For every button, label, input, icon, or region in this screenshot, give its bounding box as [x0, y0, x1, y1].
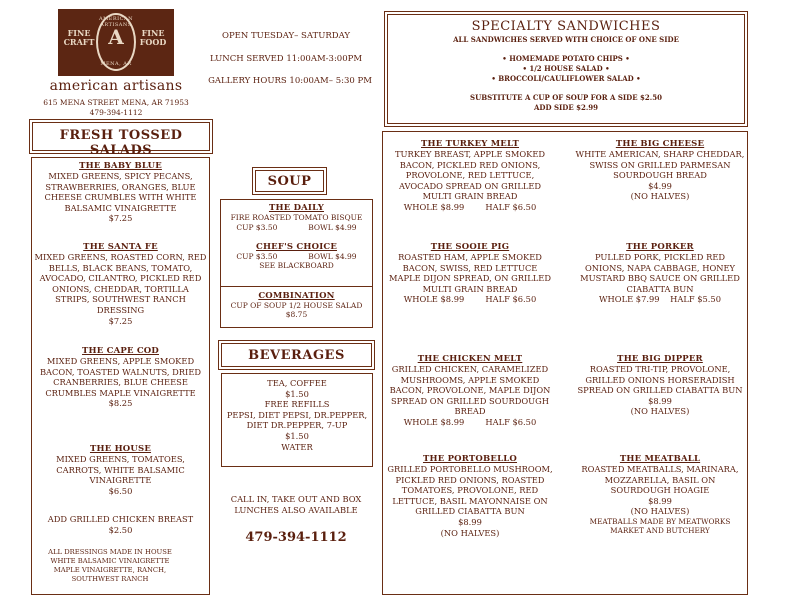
soup-daily-bowl: BOWL $4.99: [308, 222, 357, 232]
salad-price: $6.50: [108, 485, 133, 496]
sandwich-note: (NO HALVES): [630, 191, 690, 202]
sandwich-desc: GRILLED PORTOBELLO MUSHROOM, PICKLED RED ONIONS, ROASTED TOMATOES, PROVOLONE, RED LETTUCE, BASIL MAYONNAISE ON GRILLED CIABATTA BUN: [387, 464, 553, 517]
salad-desc: MIXED GREENS, ROASTED CORN, RED BELLS, BLACK BEANS, TOMATO, AVOCADO, CILANTRO, PICKLED RED ONIONS, CHEDDAR, TORTILLA STRIPS, SOUTHWEST RANCH DRESSING: [34, 252, 207, 315]
sandwich-side: • 1/2 HOUSE SALAD •: [522, 64, 610, 73]
sandwich-big-dipper: [575, 354, 745, 417]
soup-daily: [221, 203, 372, 232]
sandwich-title: THE SOOIE PIG: [430, 242, 510, 252]
beverage-line: PEPSI, DIET PEPSI, DR.PEPPER, DIET DR.PEPPER, 7-UP: [226, 409, 368, 431]
sandwich-desc: ROASTED HAM, APPLE SMOKED BACON, SWISS, RED LETTUCE MAPLE DIJON SPREAD, ON GRILLED MULTI GRAIN BREAD: [389, 252, 551, 294]
soup-combo-title: COMBINATION: [258, 291, 335, 301]
soup-daily-cup: CUP $3.50: [236, 222, 278, 232]
soup-chef-cup: CUP $3.50: [236, 252, 278, 261]
soup-box: [220, 199, 373, 328]
sandwich-side: • HOMEMADE POTATO CHIPS •: [502, 54, 630, 63]
address: 615 MENA STREET MENA, AR 71953: [43, 98, 189, 107]
sandwich-chicken-melt: [386, 354, 554, 428]
beverage-line: TEA, COFFEE: [267, 378, 327, 388]
sandwich-title: THE MEATBALL: [619, 454, 701, 464]
logo: [58, 9, 174, 76]
sandwich-desc: ROASTED TRI-TIP, PROVOLONE, GRILLED ONIONS HORSERADISH SPREAD ON GRILLED CIABATTA BUN: [577, 364, 743, 396]
sandwich-title: THE TURKEY MELT: [421, 139, 519, 149]
sandwich-note: (NO HALVES): [630, 406, 690, 417]
salad-price: $7.25: [108, 213, 133, 224]
salad-addon: [36, 514, 205, 535]
soup-daily-desc: FIRE ROASTED TOMATO BISQUE: [230, 213, 363, 222]
callin-text: CALL IN, TAKE OUT AND BOX LUNCHES ALSO AVAILABLE: [230, 494, 362, 515]
hours-gallery: GALLERY HOURS 10:00AM– 5:30 PM: [208, 76, 372, 86]
addon-price: $2.50: [108, 524, 133, 535]
sandwiches-heading: SPECIALTY SANDWICHES: [471, 19, 661, 34]
sandwich-price: WHOLE $8.99 HALF $6.50: [403, 294, 537, 305]
callin-phone: 479-394-1112: [245, 530, 347, 545]
add-side: ADD SIDE $2.99: [533, 103, 599, 112]
soup-chef-title: CHEF'S CHOICE: [255, 242, 338, 252]
soup-substitute: SUBSTITUTE A CUP OF SOUP FOR A SIDE $2.50: [470, 93, 662, 102]
salad-desc: MIXED GREENS, SPICY PECANS, STRAWBERRIES, ORANGES, BLUE CHEESE CRUMBLES WITH WHITE BALSAMIC VINAIGRETTE: [44, 171, 197, 213]
sandwich-meatball: [575, 454, 745, 536]
salads-heading: FRESH TOSSED SALADS: [59, 128, 183, 158]
sandwich-title: THE PORKER: [626, 242, 694, 252]
hours-lunch: LUNCH SERVED 11:00AM-3:00PM: [209, 54, 363, 64]
sandwich-desc: TURKEY BREAST, APPLE SMOKED BACON, PICKLED RED ONIONS, PROVOLONE, RED LETTUCE, AVOCADO SPREAD ON GRILLED MULTI GRAIN BREAD: [394, 149, 546, 202]
soup-daily-title: THE DAILY: [268, 203, 325, 213]
dressings-note: ALL DRESSINGS MADE IN HOUSE WHITE BALSAMIC VINAIGRETTE MAPLE VINAIGRETTE, RANCH, SOUTHWEST RANCH: [48, 548, 172, 583]
soup-chef-bowl: BOWL $4.99: [308, 252, 357, 261]
salad-title: THE HOUSE: [89, 444, 152, 454]
sandwich-title: THE PORTOBELLO: [422, 454, 518, 464]
soup-heading: SOUP: [267, 174, 312, 189]
salads-heading-box: [29, 119, 213, 158]
sandwich-price: WHOLE $8.99 HALF $6.50: [403, 201, 537, 212]
beverages-list: [224, 378, 370, 452]
salad-cape-cod: [36, 346, 205, 409]
sandwiches-subheading: ALL SANDWICHES SERVED WITH CHOICE OF ONE SIDE: [453, 35, 679, 44]
sandwich-portobello: [386, 454, 554, 538]
sandwich-turkey-melt: [386, 139, 554, 213]
sandwich-desc: WHITE AMERICAN, SHARP CHEDDAR, SWISS ON GRILLED PARMESAN SOURDOUGH BREAD: [575, 149, 745, 181]
beverage-price: $1.50: [285, 430, 309, 441]
sandwich-desc: PULLED PORK, PICKLED RED ONIONS, NAPA CABBAGE, HONEY MUSTARD BBQ SAUCE ON GRILLED CIABATTA BUN: [580, 252, 740, 294]
sandwich-title: THE CHICKEN MELT: [417, 354, 523, 364]
sandwich-desc: GRILLED CHICKEN, CARAMELIZED MUSHROOMS, APPLE SMOKED BACON, PROVOLONE, MAPLE DIJON SPREAD ON GRILLED SOURDOUGH BREAD: [389, 364, 551, 417]
sandwich-note: (NO HALVES): [440, 527, 500, 538]
addon-text: ADD GRILLED CHICKEN BREAST: [47, 514, 194, 524]
salads-box: [31, 157, 210, 595]
salad-desc: MIXED GREENS, APPLE SMOKED BACON, TOASTED WALNUTS, DRIED CRANBERRIES, BLUE CHEESE CRUMBLES MAPLE VINAIGRETTE: [39, 356, 202, 398]
salad-price: $8.25: [108, 398, 133, 409]
beverage-refills: FREE REFILLS: [264, 399, 330, 410]
sandwich-title: THE BIG CHEESE: [615, 139, 705, 149]
sandwiches-heading-box: [384, 11, 748, 127]
sandwich-porker: [575, 242, 745, 305]
soup-combo-desc: CUP OF SOUP 1/2 HOUSE SALAD: [230, 301, 363, 310]
salad-title: THE SANTA FE: [83, 242, 158, 252]
logo-top-arc: AMERICAN ARTISANS: [99, 16, 133, 28]
soup-chef-note: SEE BLACKBOARD: [259, 261, 334, 270]
sandwich-price: $8.99: [458, 516, 482, 527]
sandwich-side: • BROCCOLI/CAULIFLOWER SALAD •: [491, 74, 641, 83]
beverages-heading: BEVERAGES: [248, 348, 345, 363]
salad-title: THE BABY BLUE: [79, 161, 162, 171]
soup-combination: [221, 291, 372, 319]
logo-bottom-arc: MENA, AR: [100, 61, 132, 67]
sandwich-note: (NO HALVES): [630, 506, 690, 517]
sandwich-price: WHOLE $8.99 HALF $6.50: [403, 416, 537, 427]
salad-desc: MIXED GREENS, TOMATOES, CARROTS, WHITE BALSAMIC VINAIGRETTE: [56, 454, 185, 486]
soup-chef-choice: [221, 242, 372, 270]
meatball-credit: MEATBALLS MADE BY MEATWORKS MARKET AND BUTCHERY: [589, 516, 731, 536]
sandwich-big-cheese: [575, 139, 745, 202]
logo-right-text: FINE FOOD: [139, 28, 167, 47]
sandwich-price: $8.99: [648, 495, 672, 506]
soup-heading-box: [252, 167, 327, 195]
hours-days: OPEN TUESDAY– SATURDAY: [221, 31, 350, 41]
header-phone: 479-394-1112: [89, 108, 143, 117]
soup-divider: [221, 286, 372, 287]
sandwich-price: $4.99: [648, 180, 672, 191]
sandwich-desc: ROASTED MEATBALLS, MARINARA, MOZZARELLA, BASIL ON SOURDOUGH HOAGIE: [581, 464, 739, 496]
logo-monogram-icon: A: [108, 25, 124, 49]
sandwiches-box: [382, 131, 748, 595]
beverages-box: [221, 373, 373, 467]
beverage-price: $1.50: [285, 388, 309, 399]
beverage-water: WATER: [281, 441, 313, 452]
brand-name: american artisans: [49, 78, 183, 94]
sandwich-price: WHOLE $7.99 HALF $5.50: [599, 294, 721, 305]
salad-baby-blue: [36, 161, 205, 224]
salad-price: $7.25: [108, 315, 133, 326]
soup-combo-price: $8.75: [285, 310, 308, 319]
sandwich-price: $8.99: [648, 395, 672, 406]
beverages-heading-box: [218, 340, 375, 370]
salad-title: THE CAPE COD: [82, 346, 159, 356]
salad-house: [36, 444, 205, 496]
sandwich-title: THE BIG DIPPER: [617, 354, 703, 364]
salad-santa-fe: [34, 242, 207, 326]
logo-left-text: FINE CRAFT: [63, 28, 95, 47]
sandwich-sooie-pig: [386, 242, 554, 305]
